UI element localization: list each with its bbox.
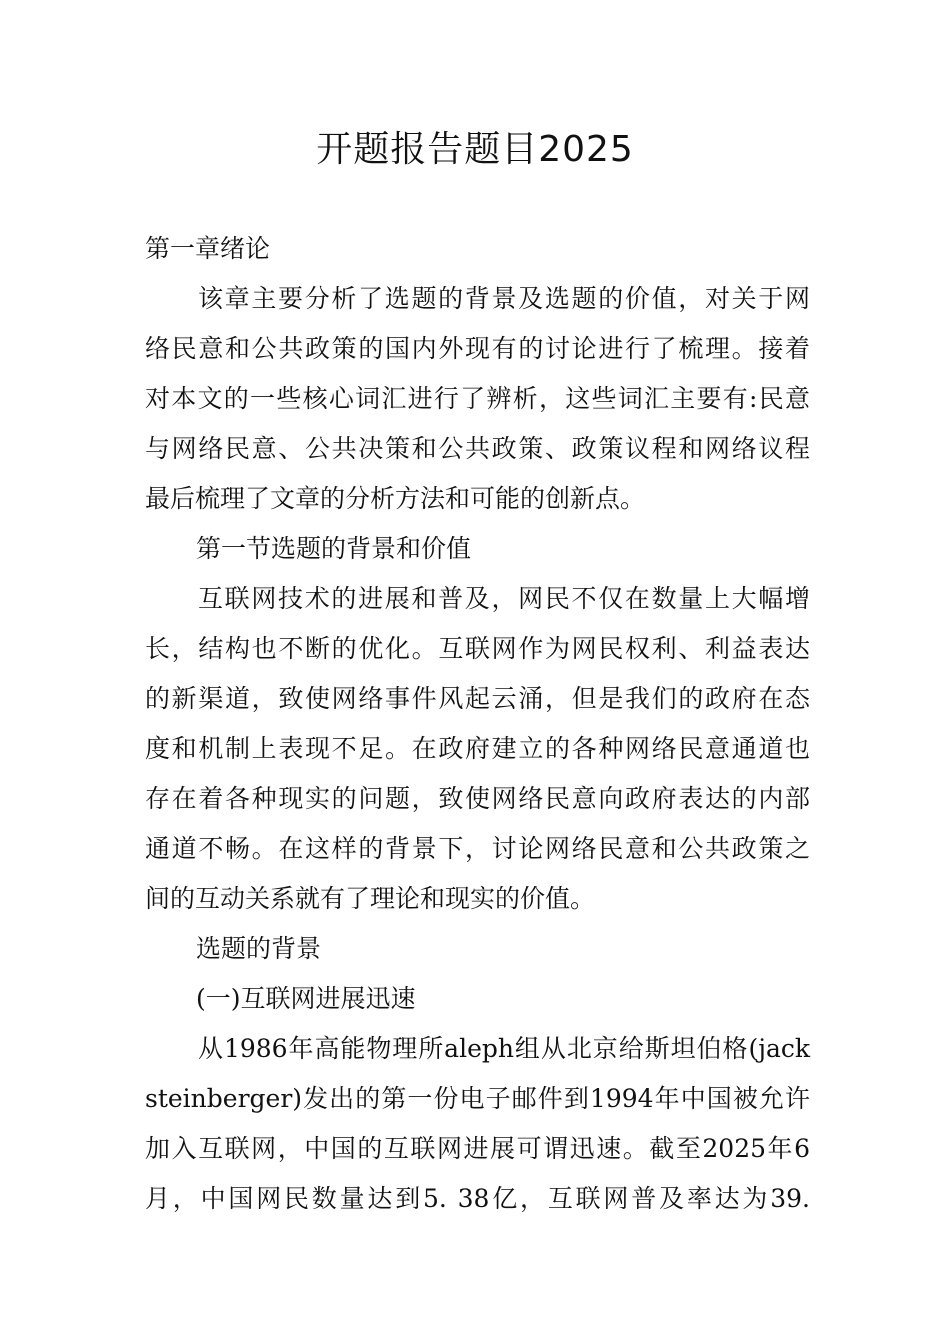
paragraph-line: 互联网技术的进展和普及，网民不仅在数量上大幅增 xyxy=(198,584,810,613)
paragraph-line: 最后梳理了文章的分析方法和可能的创新点。 xyxy=(145,484,646,513)
paragraph-line: 该章主要分析了选题的背景及选题的价值，对关于网 xyxy=(198,284,810,313)
paragraph-line: 存在着各种现实的问题，致使网络民意向政府表达的内部 xyxy=(145,784,810,813)
paragraph-line: 对本文的一些核心词汇进行了辨析，这些词汇主要有:民意 xyxy=(145,384,810,413)
paragraph-line: 从1986年高能物理所aleph组从北京给斯坦伯格(jack xyxy=(198,1034,810,1063)
document-title: 开题报告题目2025 xyxy=(316,129,634,170)
subsection-heading: (一)互联网进展迅速 xyxy=(196,984,416,1013)
paragraph-line: 络民意和公共政策的国内外现有的讨论进行了梳理。接着 xyxy=(145,334,810,363)
paragraph-line: 的新渠道，致使网络事件风起云涌，但是我们的政府在态 xyxy=(145,684,810,713)
paragraph-line: 度和机制上表现不足。在政府建立的各种网络民意通道也 xyxy=(145,734,810,763)
section-heading: 第一节选题的背景和价值 xyxy=(196,534,472,563)
paragraph-line: 加入互联网，中国的互联网进展可谓迅速。截至2025年6 xyxy=(145,1134,810,1163)
paragraph-line: 间的互动关系就有了理论和现实的价值。 xyxy=(145,884,596,913)
chapter-heading: 第一章绪论 xyxy=(145,234,271,263)
paragraph-line: 与网络民意、公共决策和公共政策、政策议程和网络议程 xyxy=(145,434,810,463)
paragraph-line: 长，结构也不断的优化。互联网作为网民权利、利益表达 xyxy=(145,634,810,663)
paragraph-line: 月，中国网民数量达到5. 38亿，互联网普及率达为39. xyxy=(145,1184,810,1213)
paragraph-line: steinberger)发出的第一份电子邮件到1994年中国被允许 xyxy=(145,1084,810,1113)
paragraph-line: 通道不畅。在这样的背景下，讨论网络民意和公共政策之 xyxy=(145,834,810,863)
subsection-heading: 选题的背景 xyxy=(196,934,322,963)
